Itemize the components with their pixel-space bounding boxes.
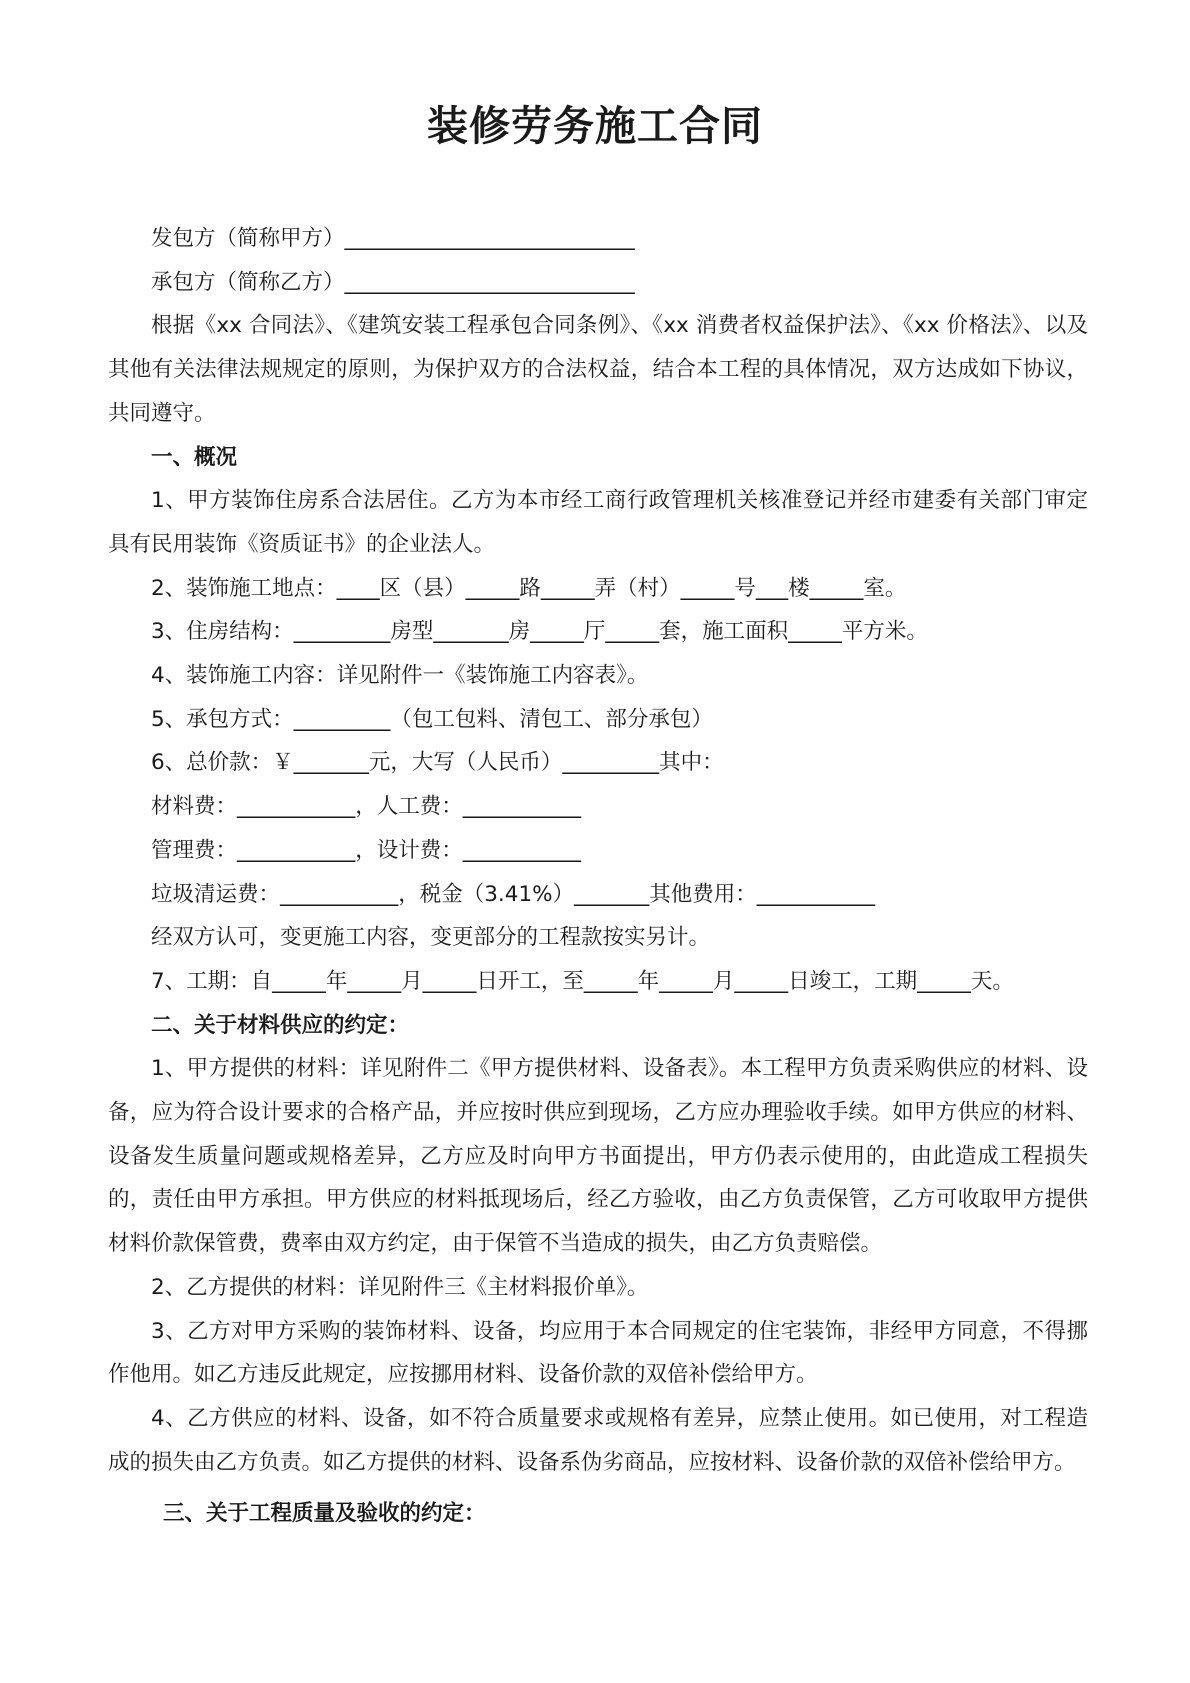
section-2-item: 4、乙方供应的材料、设备，如不符合质量要求或规格有差异，应禁止使用。如已使用，对工程造成的损失由乙方负责。如乙方提供的材料、设备系伪劣商品，应按材料、设备价款的双倍补偿给甲方。 — [108, 1405, 1088, 1475]
section-3-heading: 三、关于工程质量及验收的约定： — [163, 1501, 486, 1527]
document-body — [108, 217, 1088, 1536]
section-1-item: 材料费：___________，人工费：___________ — [151, 794, 582, 820]
section-1-item: 6、总价款：￥_______元，大写（人民币）_________其中： — [151, 750, 724, 776]
document-title: 装修劳务施工合同 — [427, 102, 763, 150]
section-1-heading: 一、概况 — [151, 444, 238, 470]
section-1-item: 5、承包方式：_________（包工包料、清包工、部分承包） — [151, 706, 713, 732]
section-1-item: 2、装饰施工地点：____区（县）_____路_____弄（村）_____号___楼_____室。 — [151, 575, 907, 601]
intro-paragraph: 根据《xx 合同法》、《建筑安装工程承包合同条例》、《xx 消费者权益保护法》、《xx 价格法》、以及其他有关法律法规规定的原则，为保护双方的合法权益，结合本工程的具体情况，双方达成如下协议，共同遵守。 — [108, 313, 1088, 426]
section-1-item: 经双方认可，变更施工内容，变更部分的工程款按实另计。 — [151, 925, 711, 951]
section-1-item: 管理费：___________，设计费：___________ — [151, 837, 582, 863]
section-2-item: 1、甲方提供的材料：详见附件二《甲方提供材料、设备表》。本工程甲方负责采购供应的材料、设备，应为符合设计要求的合格产品，并应按时供应到现场，乙方应办理验收手续。如甲方供应的材料、设备发生质量问题或规格差异，乙方应及时向甲方书面提出，甲方仍表示使用的，由此造成工程损失的，责任由甲方承担。甲方供应的材料抵现场后，经乙方验收，由乙方负责保管，乙方可收取甲方提供材料价款保管费，费率由双方约定，由于保管不当造成的损失，由乙方负责赔偿。 — [108, 1056, 1088, 1257]
section-1-item: 7、工期：自_____年_____月_____日开工，至_____年_____月_____日竣工，工期_____天。 — [151, 968, 1014, 994]
party-a-line: 发包方（简称甲方）___________________________ — [151, 226, 635, 251]
section-2-item: 2、乙方提供的材料：详见附件三《主材料报价单》。 — [151, 1274, 649, 1300]
section-1-item: 垃圾清运费：___________，税金（3.41%）_______其他费用：___________ — [151, 881, 876, 907]
section-2-item: 3、乙方对甲方采购的装饰材料、设备，均应用于本合同规定的住宅装饰，非经甲方同意，不得挪作他用。如乙方违反此规定，应按挪用材料、设备价款的双倍补偿给甲方。 — [108, 1318, 1088, 1388]
section-1-item: 1、甲方装饰住房系合法居住。乙方为本市经工商行政管理机关核准登记并经市建委有关部门审定具有民用装饰《资质证书》的企业法人。 — [108, 488, 1088, 557]
section-2-heading: 二、关于材料供应的约定： — [151, 1012, 410, 1038]
section-1-item: 3、住房结构：_________房型_______房_____厅_____套，施工面积_____平方米。 — [151, 619, 928, 645]
section-1-item: 4、装饰施工内容：详见附件一《装饰施工内容表》。 — [151, 663, 649, 689]
party-b-line: 承包方（简称乙方）___________________________ — [151, 269, 635, 295]
